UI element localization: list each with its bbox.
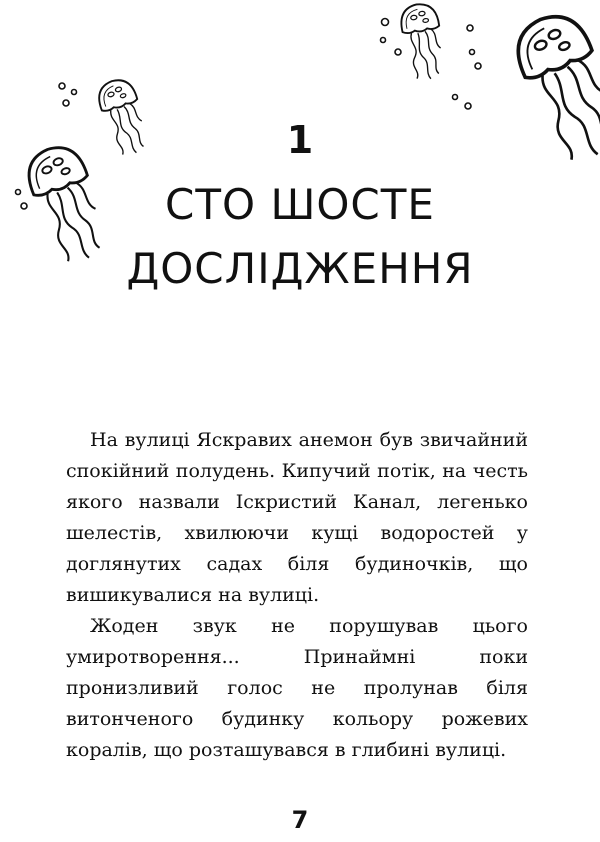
jellyfish-icon <box>398 1 448 82</box>
paragraph: Жоден звук не порушував цього умиротворення... Принаймні поки пронизливий голос не пролунав біля витонченого будинку кольору рожевих коралів, що розташувався в глибині вулиці. <box>66 615 528 761</box>
chapter-title-line1: СТО ШОСТЕ <box>165 180 435 229</box>
paragraph: На вулиці Яскравих анемон був звичайний спокійний полудень. Кипучий потік, на честь якого назвали Іскристий Канал, легенько шелестів, хвилюючи кущі водоростей у доглянутих садах біля будиночків, що вишикувалися на вулиці. <box>66 429 528 606</box>
chapter-title-line2: ДОСЛІДЖЕННЯ <box>126 244 474 293</box>
page-number: 7 <box>291 806 309 834</box>
chapter-body <box>66 425 528 766</box>
chapter-number: 1 <box>286 118 314 162</box>
